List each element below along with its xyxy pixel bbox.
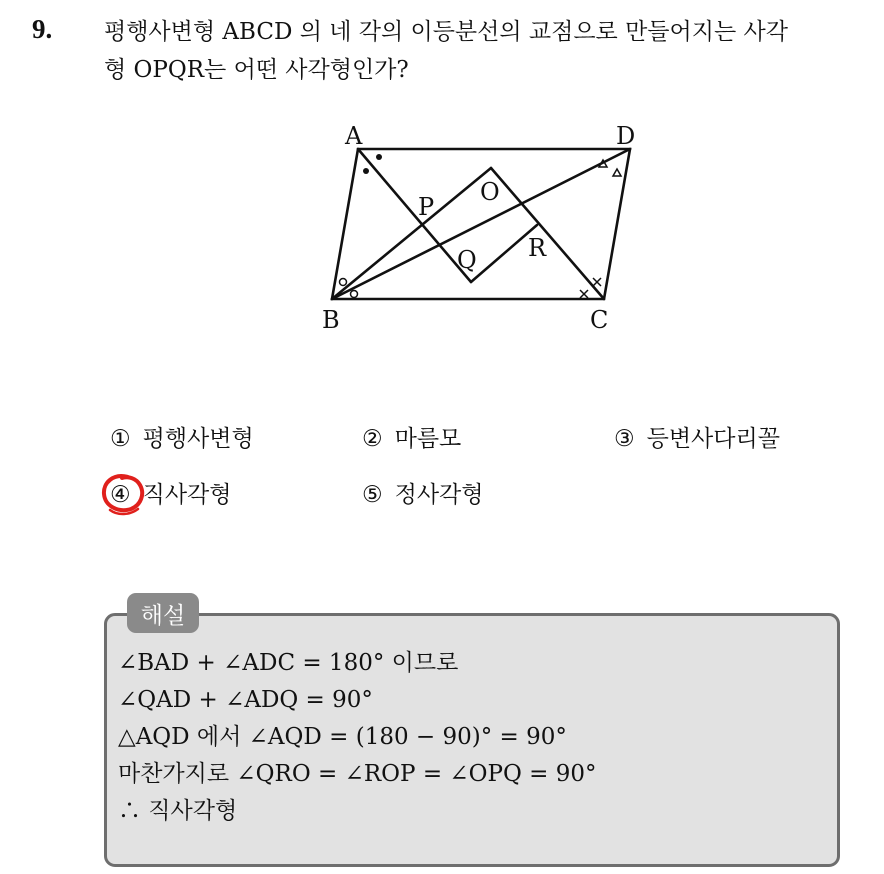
option-5-number: ⑤ [362, 482, 383, 508]
solution-line-1: ∠BAD + ∠ADC = 180° 이므로 [118, 650, 459, 676]
solution-line-3: △AQD 에서 ∠AQD = (180 − 90)° = 90° [118, 724, 567, 750]
label-q: Q [457, 246, 477, 274]
bisector-c [491, 168, 604, 299]
label-r: R [528, 234, 547, 262]
angle-mark-a1 [376, 154, 382, 160]
angle-mark-c1 [593, 278, 601, 286]
option-5-text: 정사각형 [394, 482, 484, 508]
parallelogram-figure [300, 112, 660, 337]
label-o: O [480, 178, 500, 206]
angle-mark-b2 [351, 291, 358, 298]
option-1-text: 평행사변형 [142, 426, 254, 452]
label-p: P [418, 193, 435, 221]
option-1-number: ① [110, 426, 131, 452]
angle-mark-a2 [363, 168, 369, 174]
option-3[interactable] [614, 420, 780, 453]
question-line-1: 평행사변형 ABCD 의 네 각의 이등분선의 교점으로 만들어지는 사각 [104, 19, 788, 45]
label-a: A [345, 122, 363, 150]
solution-badge: 해설 [127, 593, 199, 633]
label-d: D [616, 122, 636, 150]
label-c: C [590, 306, 609, 334]
option-1[interactable] [110, 420, 254, 453]
option-3-number: ③ [614, 426, 635, 452]
angle-mark-b1 [340, 279, 347, 286]
solution-line-5: ∴ 직사각형 [118, 798, 238, 824]
option-3-text: 등변사다리꼴 [646, 426, 780, 452]
label-b: B [322, 306, 340, 334]
angle-mark-d2 [613, 169, 621, 176]
option-2-number: ② [362, 426, 383, 452]
option-4-text: 직사각형 [142, 482, 232, 508]
question-number: 9. [32, 14, 53, 44]
question-line-2: 형 OPQR는 어떤 사각형인가? [104, 57, 409, 83]
answer-circle-mark [98, 470, 150, 518]
question-text [104, 13, 864, 89]
option-5[interactable] [362, 476, 484, 509]
solution-line-2: ∠QAD + ∠ADQ = 90° [118, 687, 373, 713]
option-2[interactable] [362, 420, 461, 453]
solution-line-4: 마찬가지로 ∠QRO = ∠ROP = ∠OPQ = 90° [118, 761, 597, 787]
option-2-text: 마름모 [394, 426, 462, 452]
solution-text [118, 645, 597, 830]
angle-mark-c2 [580, 290, 588, 298]
option-4-number: ④ [110, 482, 131, 508]
